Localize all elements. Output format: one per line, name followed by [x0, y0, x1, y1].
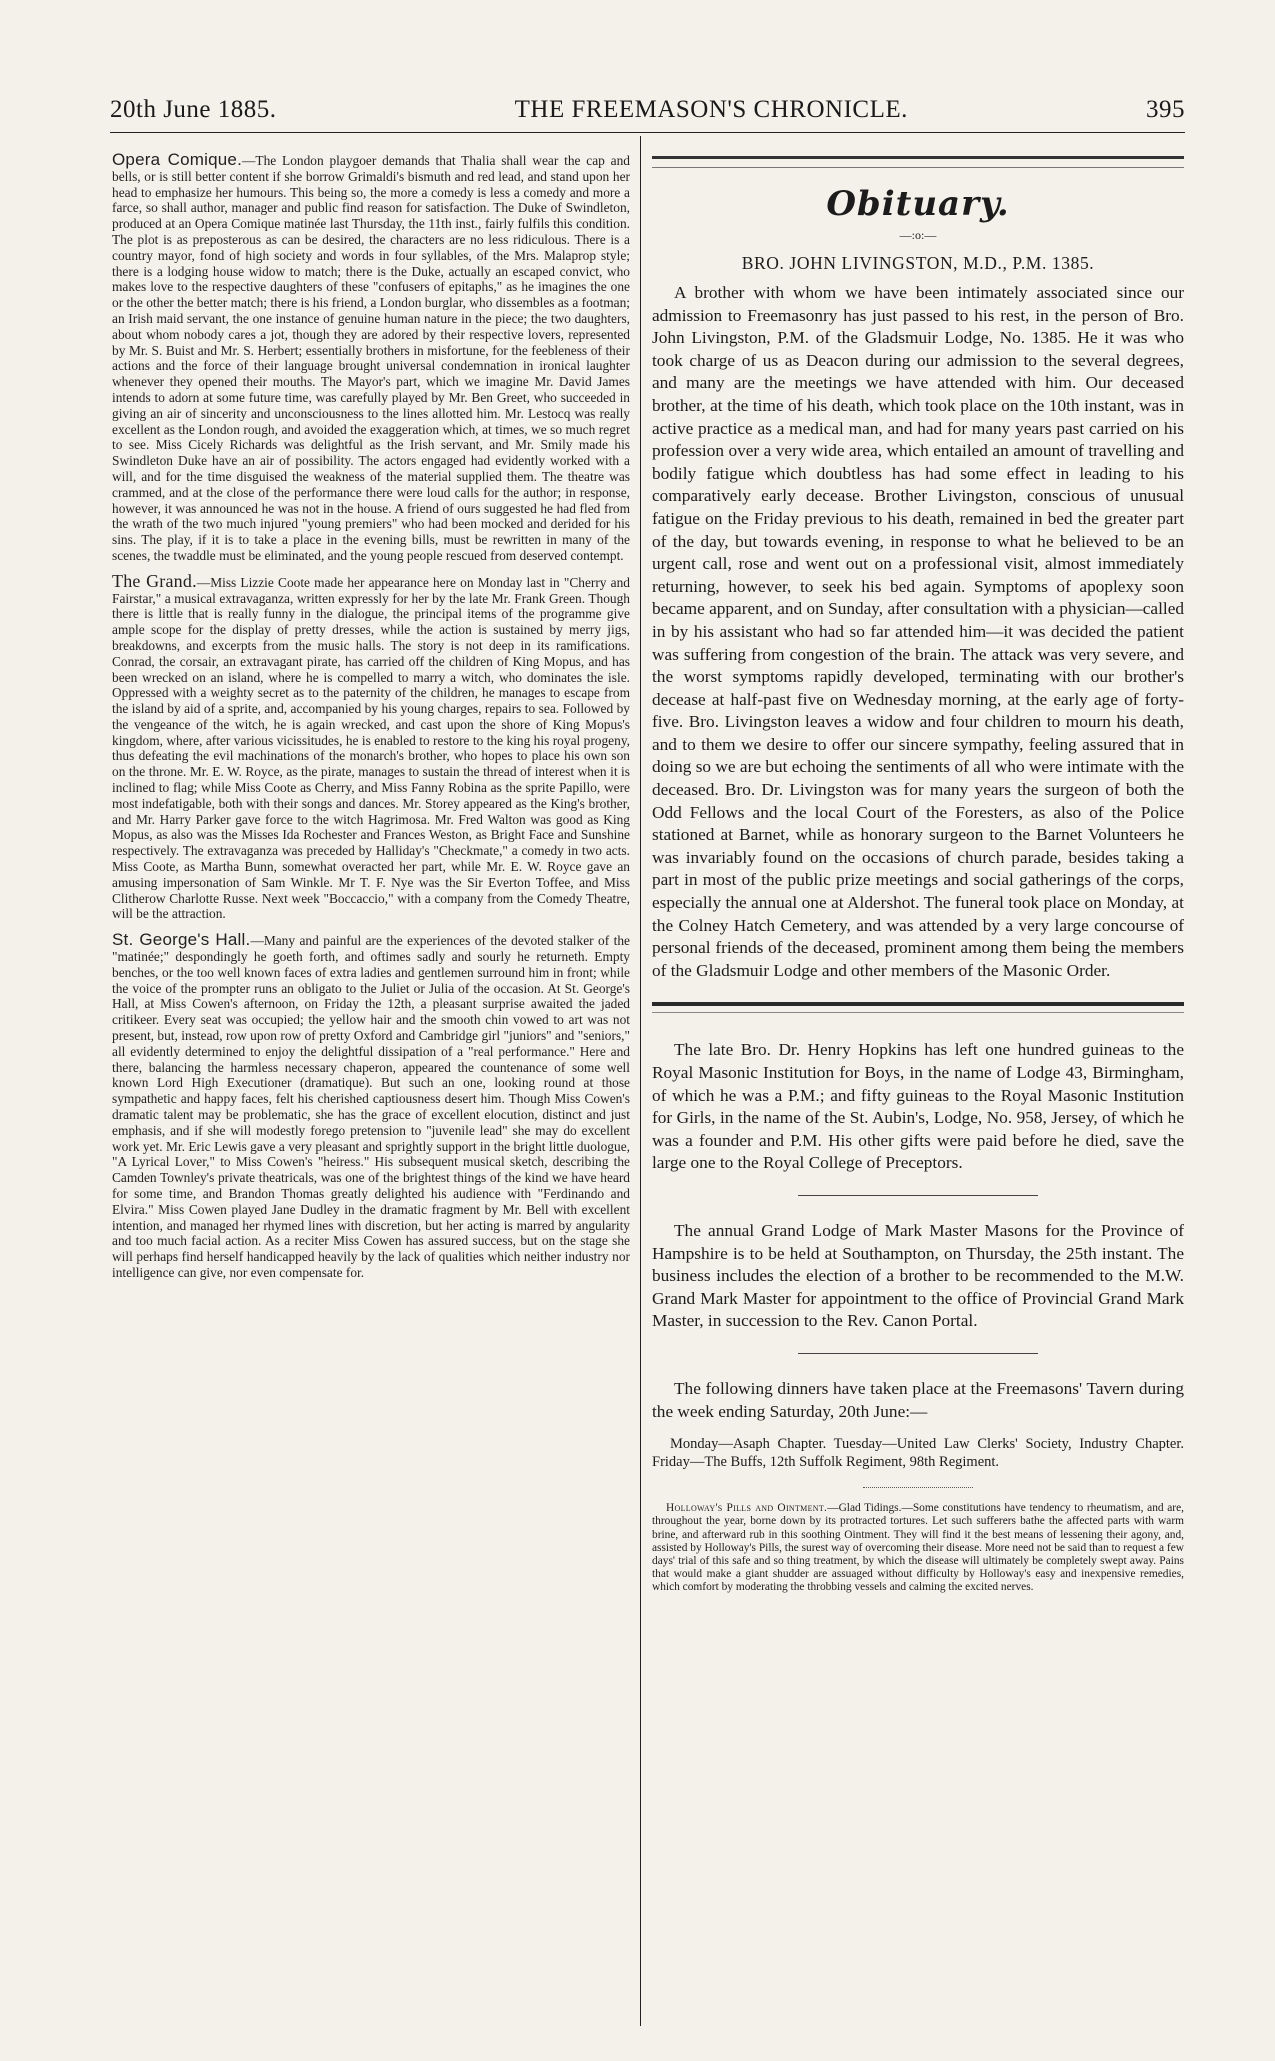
obituary-subtitle: BRO. JOHN LIVINGSTON, M.D., P.M. 1385. — [741, 253, 1095, 273]
obituary-text: A brother with whom we have been intimately associated since our admission to Freemasonry has just passed to his rest, in the person of Bro. John Livingston, P.M. of the Gladsmuir Lodge, No. 1385. He it was who took charge of us as Deacon during our admission to the several degrees, and many are the meetings we have attended with him. Our deceased brother, at the time of his death, which took place on the 10th instant, was in active practice as a medical man, and had for many years past carried on his profession over a very wide area, which entailed an amount of travelling and bodily fatigue which doubtless has had some effect in leading to his comparatively early decease. Brother Livingston, conscious of unusual fatigue on the Friday previous to his death, remained in bed the greater part of the day, but towards evening, in response to what he believed to be an urgent call, rose and went out on a professional visit, almost immediately returning, however, to seek his bed again. Symptoms of apoplexy soon became apparent, and on Sunday, after consultation with a physician—called in by his assistant who had so far attended him—it was decided the patient was suffering from congestion of the brain. The attack was very severe, and the worst symptoms rapidly developed, terminating with our brother's decease at half-past five on Wednesday morning, at the early age of forty-five. Bro. Livingston leaves a widow and four children to mourn his death, and to them we desire to offer our sincere sympathy, feeling assured that in doing so we are but echoing the sentiments of all who were intimate with the deceased. Bro. Dr. Livingston was for many years the surgeon of both the Odd Fellows and the local Court of the Foresters, as also of the Police stationed at Barnet, while as honorary surgeon to the Barnet Volunteers he was invariably found on the occasions of church parade, besides taking a part in most of the public prize meetings and social gatherings of the corps, especially the annual one at Aldershot. The funeral took place on Monday, at the Colney Hatch Cemetery, and was attended by a very large concourse of personal friends of the deceased, prominent among them being the members of the Gladsmuir Lodge and other members of the Masonic Order. — [652, 283, 1185, 980]
header-rule — [110, 132, 1185, 133]
holloway-text: —Glad Tidings.—Some constitutions have tendency to rheumatism, and are, throughout the year, borne down by its protracted tortures. Let such sufferers bathe the affected parts with warm brine, and afterward rub in this soothing Ointment. They will find it the best means of lessening their agony, and, assisted by Holloway's Pills, the surest way of overcoming their disease. More need not be said than to request a few days' trial of this safe and so thing treatment, by which the disease will ultimately be completely swept away. Pains that would make a giant shudder are assuaged without difficulty by Holloway's easy and inexpensive remedies, which comfort by moderating the throbbing vessels and calming the excited nerves. — [652, 1502, 1185, 1594]
holloway-heading: Holloway's Pills and Ointment. — [666, 1502, 828, 1515]
heading-st-georges-hall: St. George's Hall. — [112, 930, 251, 950]
dinners-list: Monday—Asaph Chapter. Tuesday—United Law Clerks' Society, Industry Chapter. Friday—The Buffs, 12th Suffolk Regiment, 98th Regiment. — [652, 1436, 1184, 1471]
obituary-title: Obituary. — [826, 184, 1010, 224]
section-rule — [652, 1002, 1184, 1013]
hopkins-text: The late Bro. Dr. Henry Hopkins has left one hundred guineas to the Royal Masonic Institution for Boys, in the name of Lodge 43, Birmingham, of which he was a P.M.; and fifty guineas to the Royal Masonic Institution for Girls, in the name of the St. Aubin's, Lodge, No. 958, Jersey, of which he was a founder and P.M. His other gifts were paid before he died, save the large one to the Royal College of Preceptors. — [652, 1040, 1184, 1173]
masthead — [110, 96, 1185, 132]
st-georges-hall-text: —Many and painful are the experiences of the devoted stalker of the "matinée;" despondingly he goeth forth, and oftimes sadly and sourly he returneth. Empty benches, or the too well known faces of extra ladies and gentlemen surround him in front; while the voice of the prompter runs an obligato to the Juliet or Julia of the occasion. At St. George's Hall, at Miss Cowen's afternoon, on Friday the 12th, a pleasant surprise awaited the jaded critikeer. Every seat was occupied; the yellow hair and the smooth chin vowed to art was not present, but, instead, row upon row of pretty Oxford and Cambridge girl "juniors" and "seniors," all evidently determined to enjoy the delightful dissipation of a "real performance." Here and there, balancing the harmless necessary chaperon, appeared the countenance of some well known Lord High Executioner (dramatique). But such an one, looking round at those sympathetic and happy faces, felt his cherished captiousness desert him. Though Miss Cowen's dramatic talent may be problematic, she has the grace of excellent elocution, distinct and just emphasis, and if she will modestly forego pretension to "juvenile lead" she may do excellent work yet. Mr. Eric Lewis gave a very pleasant and sprightly support in the bright little duologue, "A Lyrical Lover," to Miss Cowen's "heiress." His subsequent musical sketch, describing the Camden Townley's private theatricals, was one of the brightest things of the kind we have heard for some time, and Brandon Thomas greatly delighted his audience with "Ferdinando and Elvira." Miss Cowen played Jane Dudley in the dramatic fragment by Mr. Bell with excellent intention, and managed her rhymed lines with discretion, but her acting is marred by angularity and too much facial action. As a reciter Miss Cowen has assured success, but on the stage she will perhaps find herself handicapped heavily by the lack of qualities which neither industry nor intelligence can give, nor even compensate for. — [112, 933, 630, 1280]
top-ornamental-rule — [652, 156, 1184, 168]
mark-masons-text: The annual Grand Lodge of Mark Master Masons for the Province of Hampshire is to be held at Southampton, on Thursday, the 25th instant. The business includes the election of a brother to be recommended to the M.W. Grand Mark Master for appointment to the office of Provincial Grand Mark Master, in succession to the Rev. Canon Portal. — [652, 1220, 1184, 1331]
publication-title: THE FREEMASON'S CHRONICLE. — [514, 96, 908, 123]
page-number: 395 — [1145, 96, 1185, 123]
hopkins-article — [652, 1039, 1184, 1175]
article-st-georges-hall — [112, 932, 630, 1281]
holloway-advert — [652, 1502, 1184, 1594]
opera-comique-text: —The London playgoer demands that Thalia shall wear the cap and bells, or is still better content if she borrow Grimaldi's bismuth and red lead, and stand upon her head to emphasize her humours. This being so, the more a comedy is less a comedy and more a farce, so shall author, manager and public find reason for satisfaction. The Duke of Swindleton, produced at an Opera Comique matinée last Thursday, the 11th inst., fairly fulfils this condition. The plot is as preposterous as can be desired, the characters are no less ridiculous. There is a country mayor, fond of high society and words in four syllables, of the Mrs. Malaprop style; there is a lodging house widow to match; there is the Duke, actually an escaped convict, who makes love to the respective daughters of these "confusers of epitaphs," as he imagines the one or the other the better match; there is his friend, a London burglar, who dissembles as a footman; an Irish maid servant, the one instance of genuine human nature in the piece; the two daughters, about whom nobody cares a jot, though they are adored by their respective lovers, represented by Mr. S. Buist and Mr. S. Herbert; essentially brothers in misfortune, for the feebleness of their actions and the force of their language brought universal condemnation in ironical laughter whenever they opened their mouths. The Mayor's part, which we imagine Mr. David James intends to adorn at some future time, was carefully played by Mr. Ben Greet, who succeeded in giving an air of sincerity and unconsciousness to the lines allotted him. Mr. Lestocq was really excellent as the London rough, and avoided the exaggeration which, at times, we so much regret to see. Miss Cicely Richards was delightful as the Irish servant, and Mr. Smily made his Swindleton Duke have an air of possibility. The actors engaged had evidently worked with a will, and for the time disguised the weakness of the material supplied them. The theatre was crammed, and at the close of the performance there were loud calls for the author; in response, however, it was announced he was not in the house. A friend of ours suggested he had fled from the wrath of the two much injured "young premiers" who had been mocked and derided for his sins. The play, if it is to take a place in the evening bills, must be rewritten in many of the scenes, the twaddle must be eliminated, and the young people rescued from deserved contempt. — [112, 153, 630, 563]
column-rule — [640, 136, 641, 2026]
obituary-article — [652, 282, 1184, 982]
left-column — [112, 152, 630, 1291]
article-opera-comique — [112, 152, 630, 564]
dinners-text: The following dinners have taken place at the Freemasons' Tavern during the week ending Saturday, 20th June:— — [652, 1378, 1184, 1421]
right-column — [652, 152, 1184, 1606]
small-divider — [863, 1487, 973, 1488]
short-divider — [798, 1195, 1038, 1196]
heading-the-grand: The Grand. — [112, 570, 197, 591]
ornament-divider: —:o:— — [899, 228, 937, 242]
issue-date: 20th June 1885. — [110, 96, 277, 123]
heading-opera-comique: Opera Comique. — [112, 150, 242, 169]
mark-masons-article — [652, 1220, 1184, 1333]
the-grand-text: —Miss Lizzie Coote made her appearance here on Monday last in "Cherry and Fairstar," a musical extravaganza, written expressly for her by the late Mr. Frank Green. Though there is little that is really funny in the dialogue, the principal items of the programme give ample scope for the display of pretty dresses, while the action is sustained by merry jigs, breakdowns, and excerpts from the music halls. The story is not deep in its ramifications. Conrad, the corsair, an extravagant pirate, has carried off the children of King Mopus, and has been wrecked on an island, where he is compelled to marry a witch, who dominates the isle. Oppressed with a weighty secret as to the paternity of the children, he manages to escape from the island by aid of a sprite, and, accompanied by his young charges, repairs to sea. Followed by the vengeance of the witch, he is again wrecked, and cast upon the shore of King Mopus's kingdom, where, after various vicissitudes, he is enabled to restore to the king his royal progeny, thus defeating the evil machinations of the monarch's brother, who hopes to place his own son on the throne. Mr. E. W. Royce, as the pirate, manages to sustain the thread of interest when it is inclined to flag; while Miss Coote as Cherry, and Miss Fanny Robina as the sprite Papillo, were most indefatigable, both with their songs and dances. Mr. Storey appeared as the King's brother, and Mr. Harry Parker gave force to the witch Hagrimosa. Mr. Fred Walton was good as King Mopus, as also was the Misses Ida Rochester and Frances Weston, as Bright Face and Sunshine respectively. The extravaganza was preceded by Halliday's "Checkmate," a comedy in two acts. Miss Coote, as Martha Bunn, somewhat overacted her part, while Mr. E. W. Royce gave an amusing impersonation of Sam Winkle. Mr T. F. Nye was the Sir Everton Toffee, and Miss Clitherow Charlotte Russe. Next week "Boccaccio," with a company from the Comedy Theatre, will be the attraction. — [112, 574, 630, 922]
short-divider — [798, 1353, 1038, 1354]
dinners-article — [652, 1378, 1184, 1423]
article-the-grand — [112, 570, 630, 923]
